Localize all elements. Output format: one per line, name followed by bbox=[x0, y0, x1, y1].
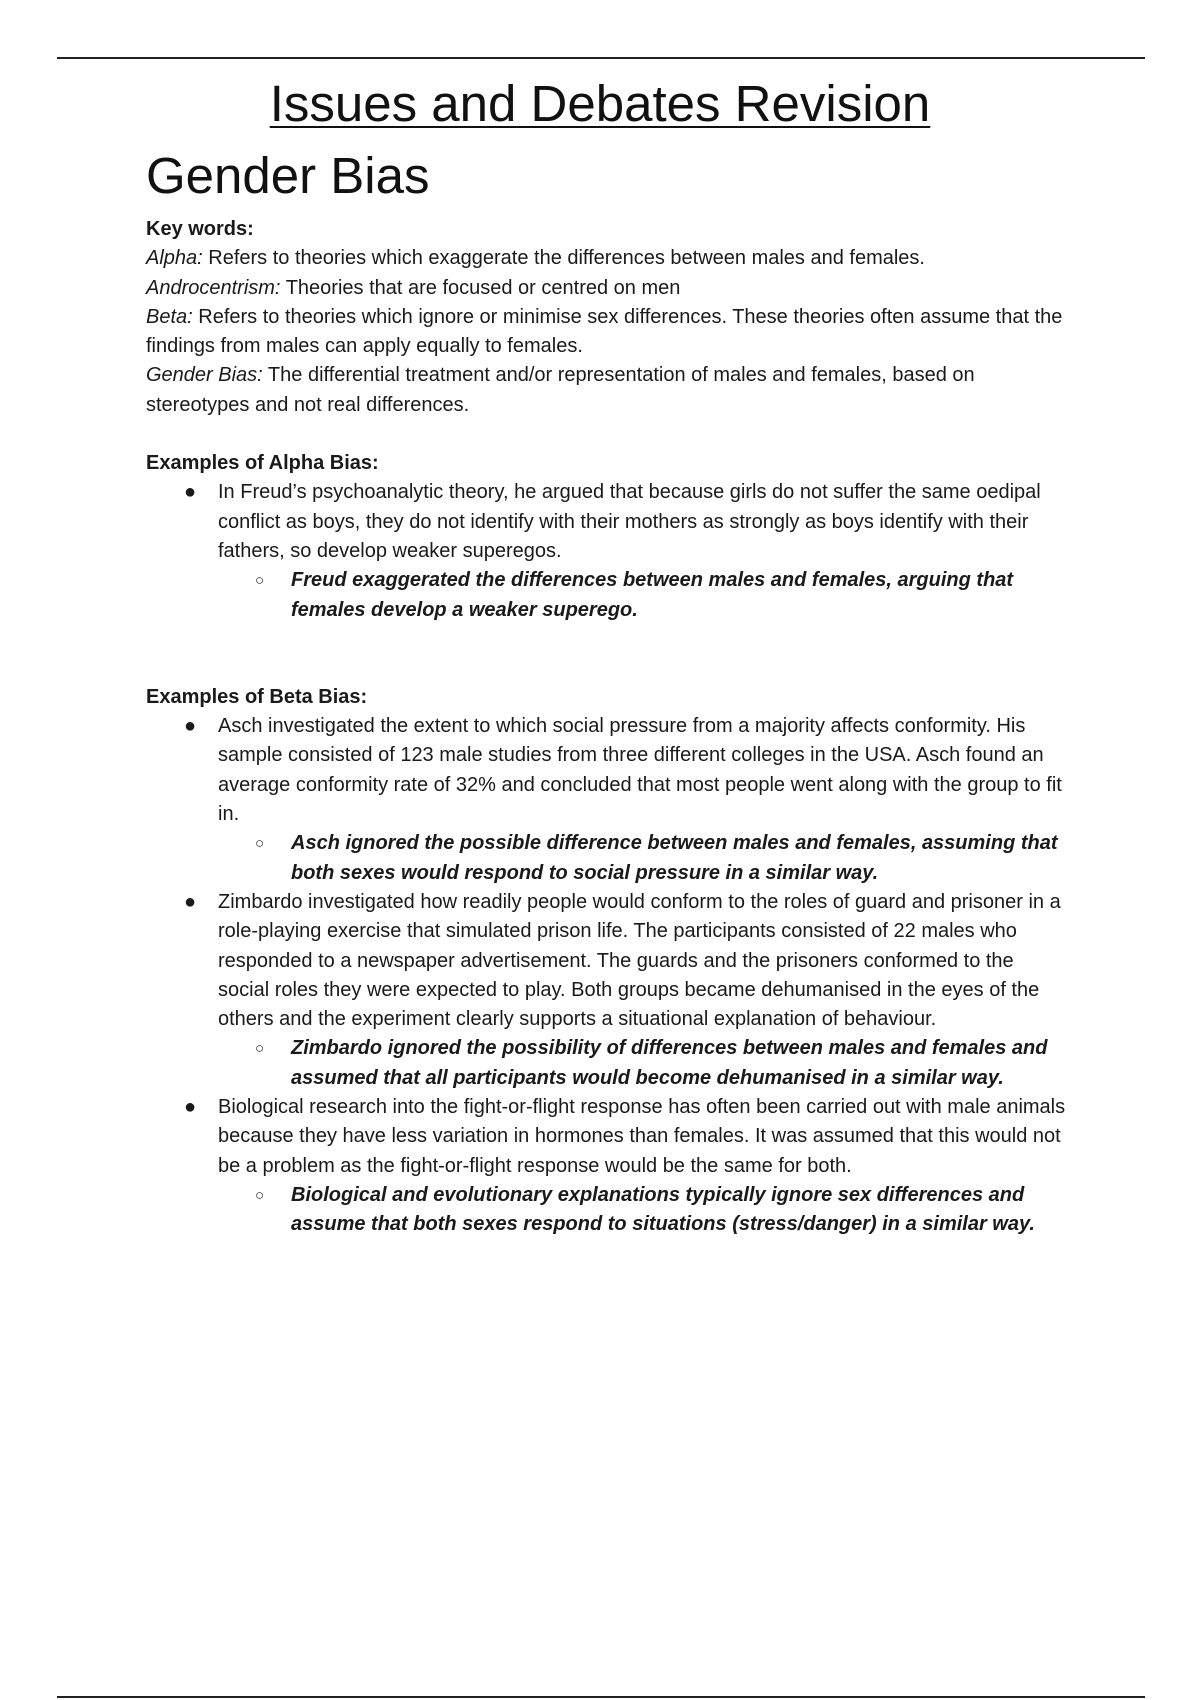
definition-term: Androcentrism: bbox=[146, 276, 281, 299]
circle-bullet-icon: ○ bbox=[255, 1186, 265, 1204]
definition-text: Theories that are focused or centred on men bbox=[280, 276, 681, 299]
bottom-rule bbox=[57, 1696, 1145, 1698]
spacer bbox=[146, 420, 1066, 449]
alpha-examples-heading: Examples of Alpha Bias: bbox=[146, 452, 379, 475]
example-point: Zimbardo ignored the possibility of differences between males and females and assumed that all participants would become dehumanised in a similar way. bbox=[291, 1037, 1048, 1089]
example-point: Asch ignored the possible difference between males and females, assuming that both sexes would respond to social pressure in a similar way. bbox=[291, 832, 1058, 884]
section-title: Gender Bias bbox=[146, 147, 430, 204]
top-rule bbox=[57, 57, 1145, 59]
example-text: Asch investigated the extent to which social pressure from a majority affects conformity. His sample consisted of 123 male studies from three different colleges in the USA. Asch found an average conformity rate of 32% and concluded that most people went along with the group to fit in. bbox=[218, 715, 1062, 826]
circle-bullet-icon: ○ bbox=[255, 835, 265, 853]
sub-list bbox=[218, 1034, 1066, 1093]
definition-text: Refers to theories which ignore or minimise sex differences. These theories often assume that the findings from males can apply equally to females. bbox=[146, 305, 1063, 358]
circle-bullet-icon: ○ bbox=[255, 1040, 265, 1058]
definition-term: Beta: bbox=[146, 305, 193, 328]
document-title: Issues and Debates Revision bbox=[269, 75, 931, 132]
example-text: In Freud’s psychoanalytic theory, he argued that because girls do not suffer the same oedipal conflict as boys, they do not identify with their mothers as strongly as boys identify with their fathers, so develop weaker superegos. bbox=[218, 481, 1041, 562]
sub-list-item bbox=[218, 1181, 1066, 1240]
key-words-heading: Key words: bbox=[146, 218, 254, 240]
definition-alpha bbox=[146, 244, 1066, 273]
definition-gender-bias bbox=[146, 361, 1066, 420]
sub-list-item bbox=[218, 566, 1066, 625]
list-item bbox=[146, 888, 1066, 1093]
definition-term: Alpha: bbox=[146, 247, 203, 270]
bullet-icon: ● bbox=[184, 715, 197, 738]
sub-list bbox=[218, 829, 1066, 888]
list-item bbox=[146, 1093, 1066, 1239]
bullet-icon: ● bbox=[184, 481, 197, 504]
bullet-icon: ● bbox=[184, 1096, 197, 1119]
example-point: Biological and evolutionary explanations typically ignore sex differences and assume that both sexes respond to situations (stress/danger) in a similar way. bbox=[291, 1183, 1035, 1236]
sub-list-item bbox=[218, 1034, 1066, 1093]
list-item bbox=[146, 478, 1066, 624]
example-point: Freud exaggerated the differences between males and females, arguing that females develop a weaker superego. bbox=[291, 569, 1014, 621]
sub-list bbox=[218, 566, 1066, 625]
spacer bbox=[146, 625, 1066, 683]
beta-examples-list bbox=[146, 712, 1066, 1239]
list-item bbox=[146, 712, 1066, 888]
example-text: Biological research into the fight-or-flight response has often been carried out with male animals because they have less variation in hormones than females. It was assumed that this would not be a problem as the fight-or-flight response would be the same for both. bbox=[218, 1096, 1066, 1177]
bullet-icon: ● bbox=[184, 890, 197, 913]
definition-text: Refers to theories which exaggerate the differences between males and females. bbox=[202, 247, 925, 270]
key-words-section bbox=[146, 215, 1066, 1240]
sub-list bbox=[218, 1181, 1066, 1240]
example-text: Zimbardo investigated how readily people would conform to the roles of guard and prisoner in a role-playing exercise that simulated prison life. The participants consisted of 22 males who responded to a newspaper advertisement. The guards and the prisoners conformed to the social roles they were expected to play. Both groups became dehumanised in the eyes of the others and the experiment clearly supports a situational explanation of behaviour. bbox=[218, 890, 1061, 1031]
definition-androcentrism bbox=[146, 274, 1066, 303]
alpha-examples-list bbox=[146, 478, 1066, 624]
definition-text: The differential treatment and/or representation of males and females, based on stereotypes and not real differences. bbox=[146, 364, 975, 416]
beta-examples-heading: Examples of Beta Bias: bbox=[146, 685, 368, 708]
definition-term: Gender Bias: bbox=[146, 364, 263, 387]
definition-beta bbox=[146, 303, 1066, 362]
circle-bullet-icon: ○ bbox=[255, 572, 265, 590]
document-content bbox=[146, 145, 1066, 1240]
sub-list-item bbox=[218, 829, 1066, 888]
